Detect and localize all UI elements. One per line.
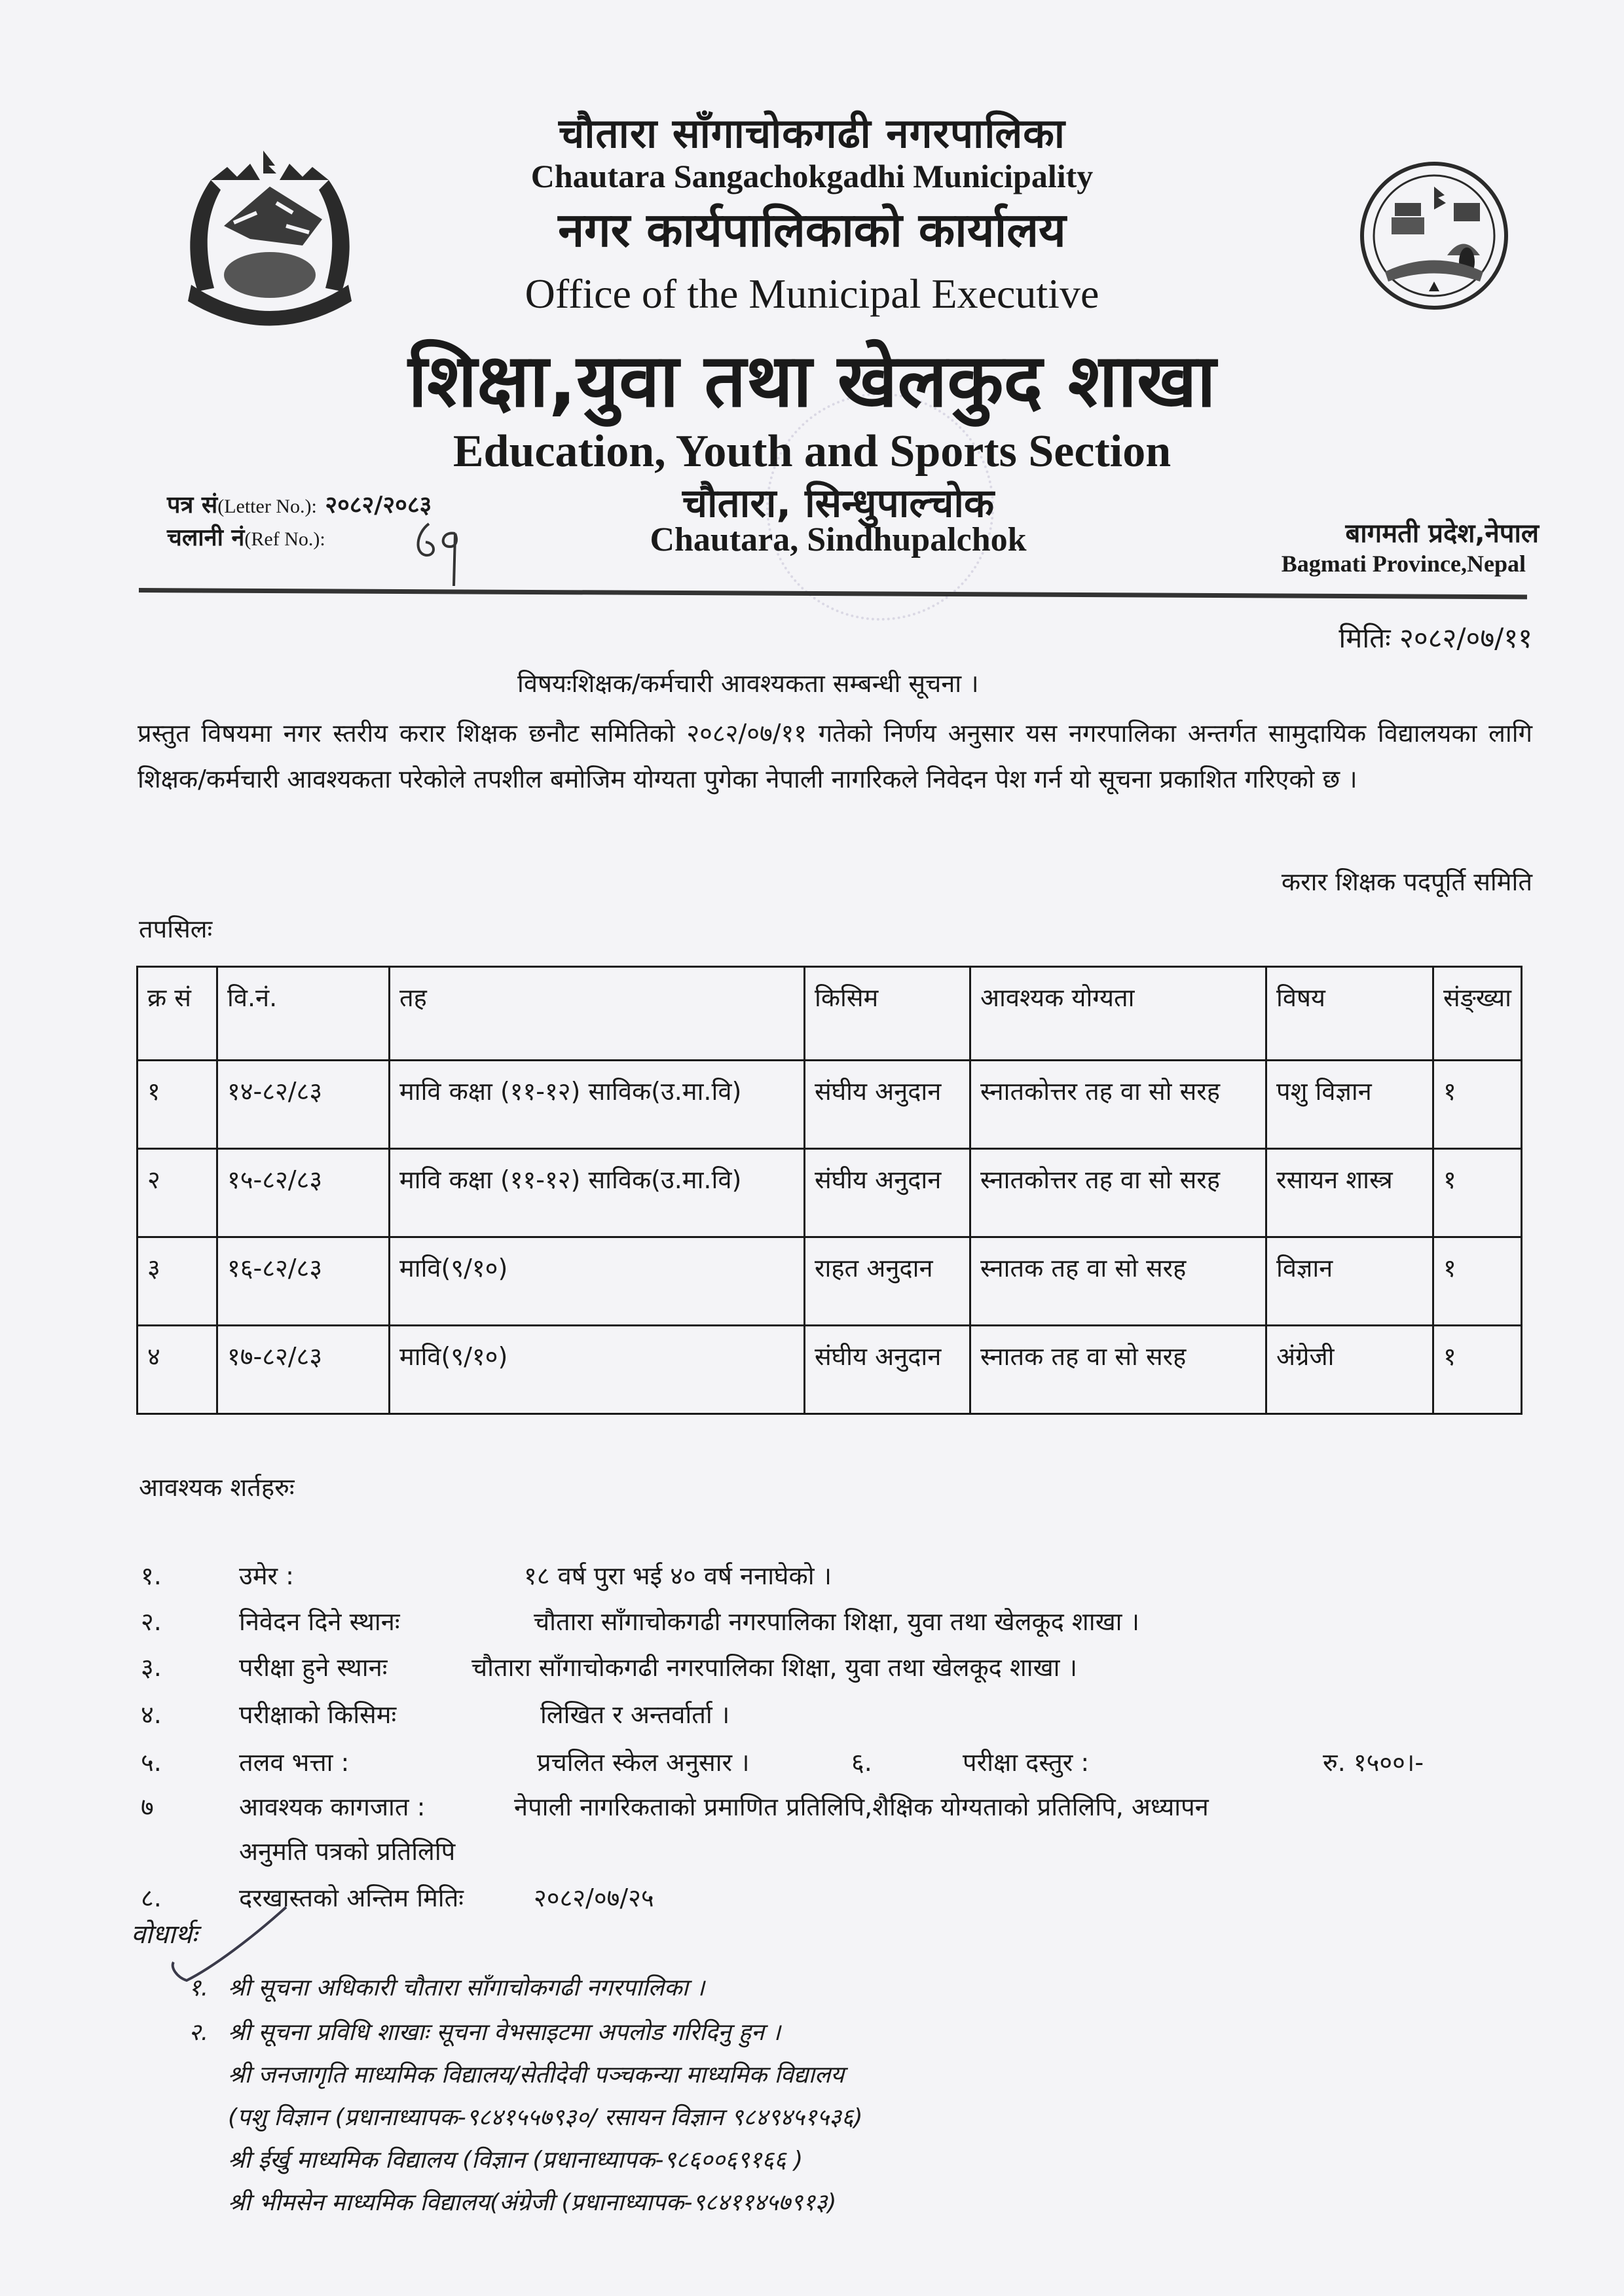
condition-number: ८. [141,1884,162,1912]
condition-value: चौतारा साँगाचोकगढी नगरपालिका शिक्षा, युवा तथा खेलकूद शाखा । [471,1653,1077,1682]
cell-level: मावि(९/१०) [390,1326,805,1414]
table-row [138,1149,1522,1237]
table-row [138,1061,1522,1149]
condition-label: परीक्षाको किसिमः [239,1700,397,1729]
cell-type: संघीय अनुदान [805,1149,970,1237]
province-np: बागमती प्रदेश,नेपाल [1345,519,1539,549]
cell-subject: विज्ञान [1266,1237,1433,1326]
condition-number: ३. [141,1653,162,1682]
cc-text: श्री सूचना अधिकारी चौतारा साँगाचोकगढी नगरपालिका । [228,1975,705,2001]
condition-value: प्रचलित स्केल अनुसार । [537,1748,750,1777]
condition-item [141,1697,1516,1730]
letter-number-label-en: (Letter No.): [217,496,317,517]
ref-number [167,520,325,553]
condition-value: नेपाली नागरिकताको प्रमाणित प्रतिलिपि,शैक्षिक योग्यताको प्रतिलिपि, अध्यापन [514,1793,1209,1821]
cell-count: १ [1433,1149,1522,1237]
condition-number: २. [141,1607,162,1636]
table-header-row [138,967,1522,1061]
cc-text: (पशु विज्ञान (प्रधानाध्यापक-९८४१५५७९३०/ रसायन विज्ञान ९८४९४५१५३६) [228,2104,863,2131]
col-header-ad-number: वि.नं. [217,967,390,1061]
cc-text: श्री भीमसेन माध्यमिक विद्यालय(अंग्रेजी (प्रधानाध्यापक-९८४११४५७९१३) [228,2189,837,2216]
condition-number: ४. [141,1700,162,1729]
condition-number: ७ [141,1793,154,1821]
col-header-serial: क्र सं [138,967,217,1061]
cell-qualification: स्नातकोत्तर तह वा सो सरह [970,1149,1266,1237]
condition-number: १. [141,1561,162,1590]
cell-count: १ [1433,1061,1522,1149]
letter-number [167,488,432,520]
cell-subject: अंग्रेजी [1266,1326,1433,1414]
cell-subject: रसायन शास्त्र [1266,1149,1433,1237]
office-name-en: Office of the Municipal Executive [525,270,1099,317]
cell-level: मावि(९/१०) [390,1237,805,1326]
condition-item [141,1745,1516,1777]
cell-serial: १ [138,1061,217,1149]
cell-level: मावि कक्षा (११-१२) साविक(उ.मा.वि) [390,1149,805,1237]
ref-number-label-np: चलानी नं [167,524,245,551]
condition-value: १८ वर्ष पुरा भई ४० वर्ष ननाघेको । [524,1561,832,1590]
cell-serial: २ [138,1149,217,1237]
cell-ad-number: १७-८२/८३ [217,1326,390,1414]
cc-line [228,2100,1407,2132]
cc-line [189,1971,1367,2003]
committee-name: करार शिक्षक पदपूर्ति समिति [1281,867,1532,896]
letter-number-value: २०८२/२०८३ [325,492,432,519]
condition-item [141,1880,1516,1913]
col-header-subject: विषय [1266,967,1433,1061]
cc-line [189,2015,1367,2047]
cell-type: राहत अनुदान [805,1237,970,1326]
condition-label: परीक्षा हुने स्थानः [239,1653,388,1682]
cc-number: २. [189,2019,209,2046]
notice-body: प्रस्तुत विषयमा नगर स्तरीय करार शिक्षक छनौट समितिको २०८२/०७/११ गतेको निर्णय अनुसार यस नगरपालिका अन्तर्गत सामुदायिक विद्यालयका लागि शिक्षक/कर्मचारी आवश्यकता परेकोले तपशील बमोजिम योग्यता पुगेका नेपाली नागरिकले निवेदन पेश गर्न यो सूचना प्रकाशित गरिएको छ । [138,719,1532,793]
condition-number: ६. [851,1748,872,1777]
cell-qualification: स्नातक तह वा सो सरह [970,1237,1266,1326]
cc-text: श्री ईर्खु माध्यमिक विद्यालय (विज्ञान (प्रधानाध्यापक-९८६००६९१६६ ) [228,2147,803,2174]
letter-number-label-np: पत्र सं [167,492,218,519]
province-en: Bagmati Province,Nepal [1281,551,1526,577]
cc-text: श्री जनजागृति माध्यमिक विद्यालय/सेतीदेवी पञ्चकन्या माध्यमिक विद्यालय [228,2062,845,2088]
cell-count: १ [1433,1326,1522,1414]
cell-type: संघीय अनुदान [805,1326,970,1414]
cc-line [228,2185,1407,2217]
table-row [138,1237,1522,1326]
cell-level: मावि कक्षा (११-१२) साविक(उ.मा.वि) [390,1061,805,1149]
cell-ad-number: १५-८२/८३ [217,1149,390,1237]
cell-type: संघीय अनुदान [805,1061,970,1149]
section-name-en: Education, Youth and Sports Section [452,426,1172,477]
vacancy-table [136,966,1522,1415]
details-label: तपसिलः [139,915,213,943]
condition-item [141,1650,1516,1683]
municipality-name-np: चौतारा साँगाचोकगढी नगरपालिका [559,109,1065,157]
table-row [138,1326,1522,1414]
condition-item [141,1789,1516,1868]
condition-item [141,1604,1516,1637]
cell-qualification: स्नातक तह वा सो सरह [970,1326,1266,1414]
cell-serial: ४ [138,1326,217,1414]
section-name-np: शिक्षा,युवा तथा खेलकुद शाखा [408,338,1216,424]
ref-number-label-en: (Ref No.): [244,528,325,550]
cc-line [228,2058,1407,2090]
condition-value: रु. १५००।- [1323,1748,1424,1777]
condition-label: परीक्षा दस्तुर : [963,1748,1090,1777]
office-name-np: नगर कार्यपालिकाको कार्यालय [558,202,1066,257]
condition-label: दरखास्तको अन्तिम मितिः [239,1884,464,1912]
condition-label: निवेदन दिने स्थानः [239,1607,400,1636]
conditions-title: आवश्यक शर्तहरुः [139,1473,295,1502]
col-header-level: तह [390,967,805,1061]
cell-subject: पशु विज्ञान [1266,1061,1433,1149]
condition-item [141,1558,1516,1591]
place-np: चौतारा, सिन्धुपाल्चोक [682,481,995,526]
condition-value: चौतारा साँगाचोकगढी नगरपालिका शिक्षा, युवा तथा खेलकूद शाखा । [534,1607,1139,1636]
cc-line [228,2143,1407,2175]
col-header-count: संङ्ख्या [1433,967,1522,1061]
condition-value: २०८२/०७/२५ [534,1884,654,1912]
cc-title: वोधार्थः [131,1920,198,1950]
municipality-name-en: Chautara Sangachokgadhi Municipality [530,158,1094,194]
cell-ad-number: १४-८२/८३ [217,1061,390,1149]
place-en: Chautara, Sindhupalchok [650,521,1027,558]
condition-label: आवश्यक कागजात : [239,1793,426,1821]
notice-subject: विषयःशिक्षक/कर्मचारी आवश्यकता सम्बन्धी सूचना । [517,669,979,698]
cell-count: १ [1433,1237,1522,1326]
cell-qualification: स्नातकोत्तर तह वा सो सरह [970,1061,1266,1149]
cell-serial: ३ [138,1237,217,1326]
cc-text: श्री सूचना प्रविधि शाखाः सूचना वेभसाइटमा अपलोड गरिदिनु हुन । [228,2019,781,2046]
col-header-qualification: आवश्यक योग्यता [970,967,1266,1061]
ref-number-handwritten [409,517,468,589]
condition-value: लिखित र अन्तर्वार्ता । [540,1700,730,1729]
condition-label: उमेर : [239,1561,294,1590]
notice-date: मितिः २०८२/०७/११ [1338,622,1532,654]
condition-number: ५. [141,1748,162,1777]
condition-label: तलव भत्ता : [239,1748,350,1777]
cc-number: १. [189,1975,209,2001]
col-header-type: किसिम [805,967,970,1061]
cell-ad-number: १६-८२/८३ [217,1237,390,1326]
condition-value-continued: अनुमति पत्रको प्रतिलिपि [239,1837,456,1866]
